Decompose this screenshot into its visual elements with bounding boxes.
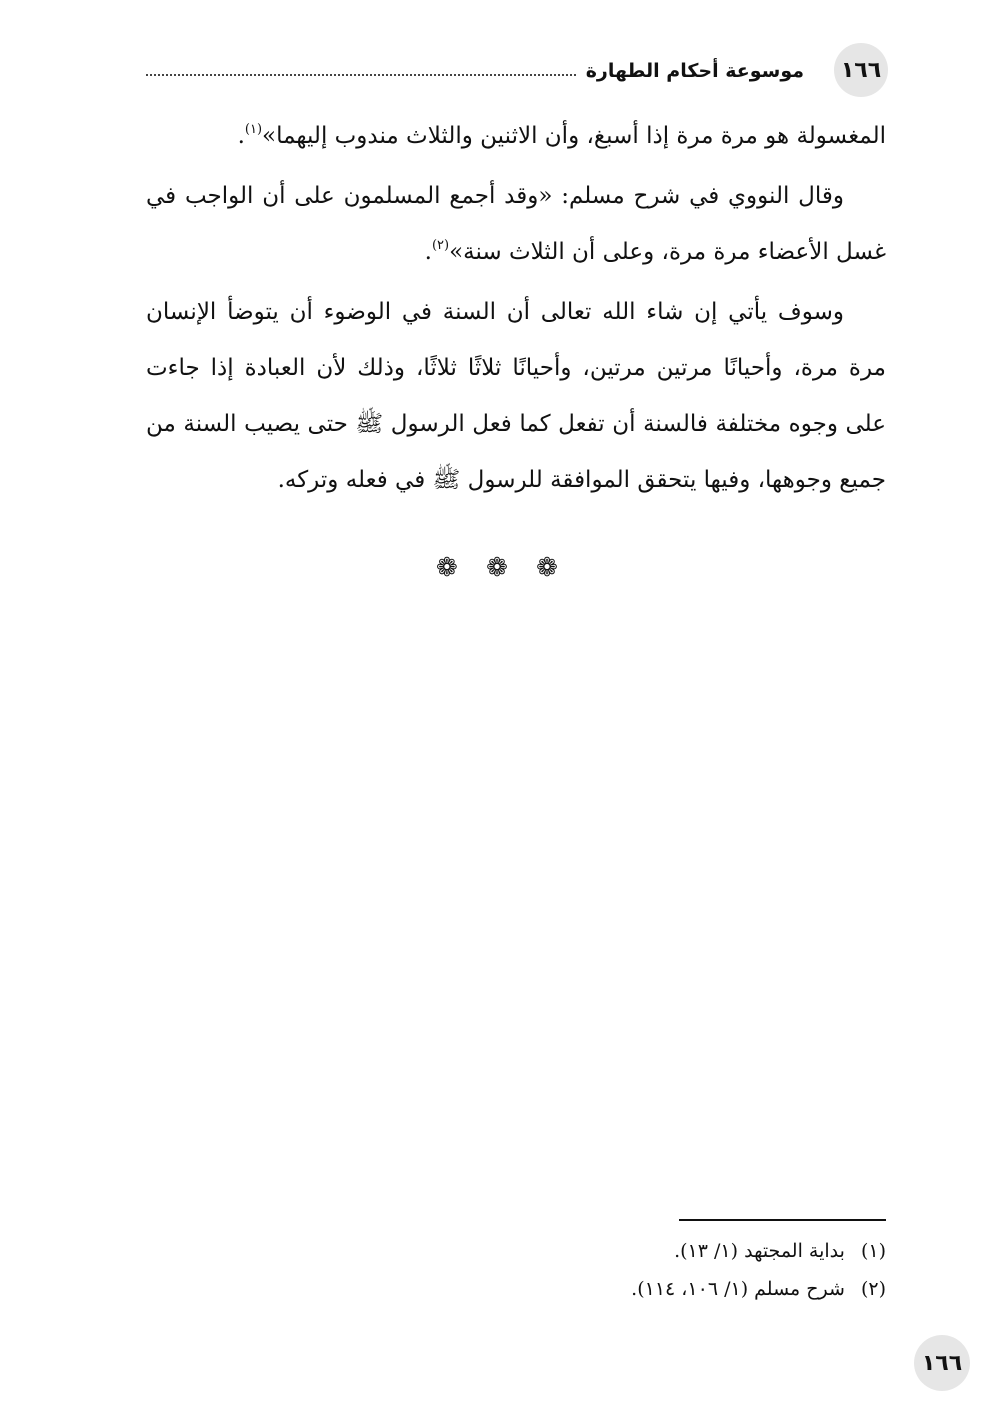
paragraph-3 <box>146 284 886 508</box>
footnote-1-number: (١) <box>860 1240 886 1262</box>
paragraph-2-tail: . <box>424 239 432 265</box>
footnote-ref-2: (٢) <box>431 238 450 253</box>
paragraph-1-text: المغسولة هو مرة مرة إذا أسبغ، وأن الاثنين والثلاث مندوب إليهما» <box>262 123 886 149</box>
paragraph-2-text: وقال النووي في شرح مسلم: «وقد أجمع المسلمون على أن الواجب في غسل الأعضاء مرة مرة، وعلى أن الثلاث سنة» <box>146 183 886 265</box>
paragraph-3-text: وسوف يأتي إن شاء الله تعالى أن السنة في الوضوء أن يتوضأ الإنسان مرة مرة، وأحيانًا مرتين مرتين، وأحيانًا ثلاثًا ثلاثًا، وذلك لأن العبادة إذا جاءت على وجوه مختلفة فالسنة أن تفعل كما فعل الرسول ﷺ حتى يصيب السنة من جميع وجوهها، وفيها يتحقق الموافقة للرسول ﷺ في فعله وتركه. <box>146 299 886 493</box>
header-page-number <box>834 43 888 97</box>
footnote-1 <box>146 1232 886 1270</box>
paragraph-1-tail: . <box>237 123 245 149</box>
running-header <box>146 56 834 86</box>
footnote-2-text: شرح مسلم (١/ ١٠٦، ١١٤). <box>631 1278 845 1300</box>
footnote-2-number: (٢) <box>860 1278 886 1300</box>
header-page-number-text: ١٦٦ <box>840 57 882 83</box>
footnote-ref-1: (١) <box>244 122 263 137</box>
footer-page-number-text: ١٦٦ <box>921 1350 963 1376</box>
paragraph-1 <box>146 108 886 164</box>
section-ornament: ❁ ❁ ❁ <box>436 553 568 583</box>
footnote-1-text: بداية المجتهد (١/ ١٣). <box>674 1240 845 1262</box>
footer-page-number <box>914 1335 970 1391</box>
footnote-separator <box>679 1219 886 1221</box>
running-title: موسوعة أحكام الطهارة <box>585 60 804 82</box>
footnote-2 <box>146 1270 886 1308</box>
main-text <box>146 108 886 512</box>
paragraph-2 <box>146 168 886 280</box>
footnotes <box>146 1232 886 1308</box>
header-dotted-leader <box>146 74 576 76</box>
